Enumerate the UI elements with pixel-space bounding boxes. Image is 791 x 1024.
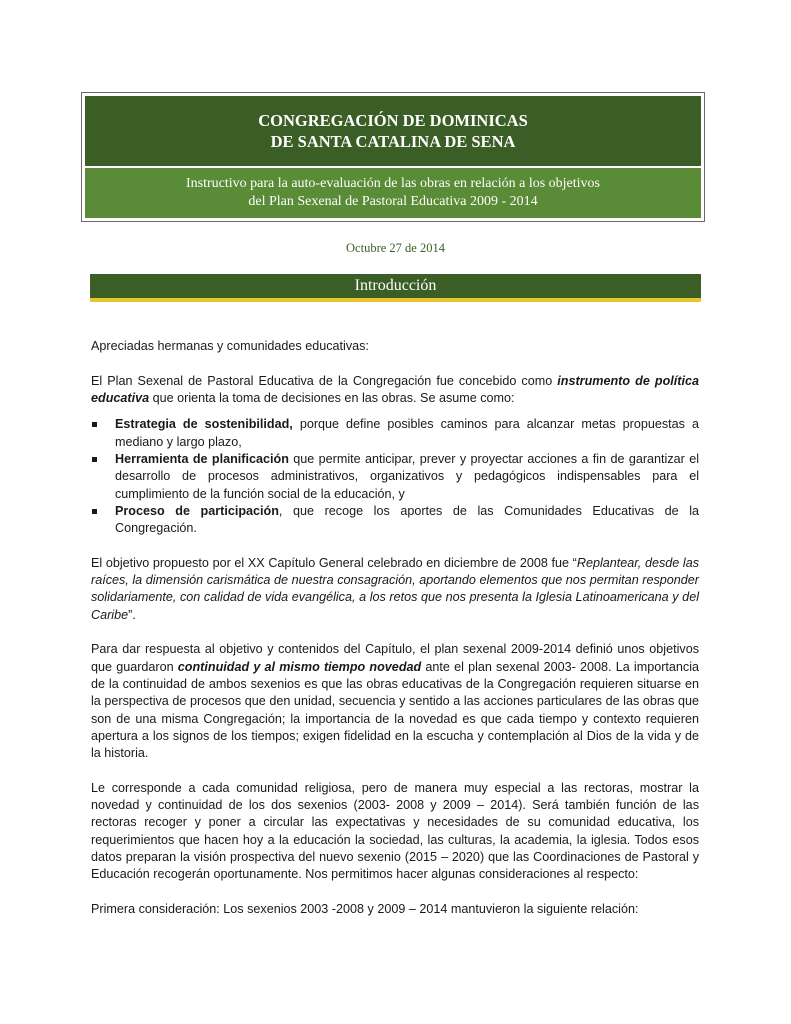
bullet-term: Estrategia de sostenibilidad, (115, 417, 293, 432)
greeting: Apreciadas hermanas y comunidades educativas: (91, 339, 369, 353)
p3-text-c: ante el plan sexenal 2003- 2008. La importancia de la continuidad de ambos sexenios es que las obras educativas de la Congregación requieren situarse en la perspectiva de procesos que den unidad, secuencia y sentido a las acciones particulares de las obras que son de una misma Congregación; la importancia de la novedad es que cada tiempo y contexto requieren apertura a los signos de los tiempos; exigen fidelidad en la escucha y contemplación al Dios de la vida y de la historia. (91, 659, 700, 761)
bullet-term: Herramienta de planificación (115, 452, 289, 467)
header-banner (81, 92, 705, 222)
p2-text-c: ”. (128, 607, 136, 622)
bullet-list (91, 416, 699, 537)
list-item (91, 416, 699, 451)
bullet-text: que permite anticipar, prever y proyectar acciones a fin de garantizar el desarrollo de procesos administrativos, organizativos y pedagógicos indispensables para el cumplimiento de la función social de la educación, y (115, 452, 699, 501)
p3-text-a: Para dar respuesta al objetivo y contenidos del Capítulo, el plan sexenal 2009-2014 definió unos objetivos que guardaron (91, 642, 699, 674)
document-date: Octubre 27 de 2014 (346, 241, 445, 255)
square-bullet-icon (92, 509, 97, 514)
title-line-2: DE SANTA CATALINA DE SENA (270, 132, 516, 151)
paragraph-objetivo (91, 555, 699, 624)
paragraph-respuesta (91, 641, 699, 762)
title-line-1: CONGREGACIÓN DE DOMINICAS (258, 111, 528, 130)
p1-emphasis: instrumento de política educativa (91, 373, 699, 405)
subtitle-line-1: Instructivo para la auto-evaluación de las obras en relación a los objetivos (185, 176, 601, 191)
bullet-text: , que recoge los aportes de las Comunidades Educativas de la Congregación. (115, 503, 699, 536)
paragraph-plan-sexenal (91, 373, 699, 408)
p1-text-a: El Plan Sexenal de Pastoral Educativa de la Congregación fue concebido como (91, 373, 558, 388)
square-bullet-icon (92, 422, 97, 427)
p3-emphasis: continuidad y al mismo tiempo novedad (177, 659, 422, 674)
list-item (91, 451, 699, 503)
paragraph-primera-consideracion: Primera consideración: Los sexenios 2003 -2008 y 2009 – 2014 mantuvieron la siguiente relación: (91, 901, 639, 916)
p1-text-c: que orienta la toma de decisiones en las obras. Se asume como: (149, 390, 515, 405)
congregation-title (85, 96, 701, 166)
bullet-text: porque define posibles caminos para alcanzar metas propuestas a mediano y largo plazo, (115, 417, 699, 449)
section-underline (90, 298, 701, 302)
square-bullet-icon (92, 457, 97, 462)
list-item (91, 503, 699, 538)
document-subtitle (85, 168, 701, 218)
subtitle-line-2: del Plan Sexenal de Pastoral Educativa 2009 - 2014 (248, 194, 538, 209)
document-body (91, 338, 699, 935)
p2-text-a: El objetivo propuesto por el XX Capítulo General celebrado en diciembre de 2008 fue “ (91, 555, 577, 570)
bullet-term: Proceso de participación (115, 503, 279, 518)
p2-quote: Replantear, desde las raíces, la dimensión carismática de nuestra consagración, aportando elementos que nos permitan responder solidariamente, con calidad de vida evangélica, a los retos que nos presenta la Iglesia Latinoamericana y del Caribe (91, 555, 699, 622)
section-heading: Introducción (90, 274, 701, 298)
paragraph-rectoras: Le corresponde a cada comunidad religiosa, pero de manera muy especial a las rectoras, mostrar la novedad y continuidad de los dos sexenios (2003- 2008 y 2009 – 2014). Será también función de las rectoras recoger y poner a circular las expectativas y necesidades de su comunidad educativa, los requerimientos que hacen hoy a la educación la sociedad, las culturas, la academia, la iglesia. Todos esos datos preparan la visión prospectiva del nuevo sexenio (2015 – 2020) que las Coordinaciones de Pastoral y Educación recogerán oportunamente. Nos permitimos hacer algunas consideraciones al respecto: (91, 780, 699, 882)
